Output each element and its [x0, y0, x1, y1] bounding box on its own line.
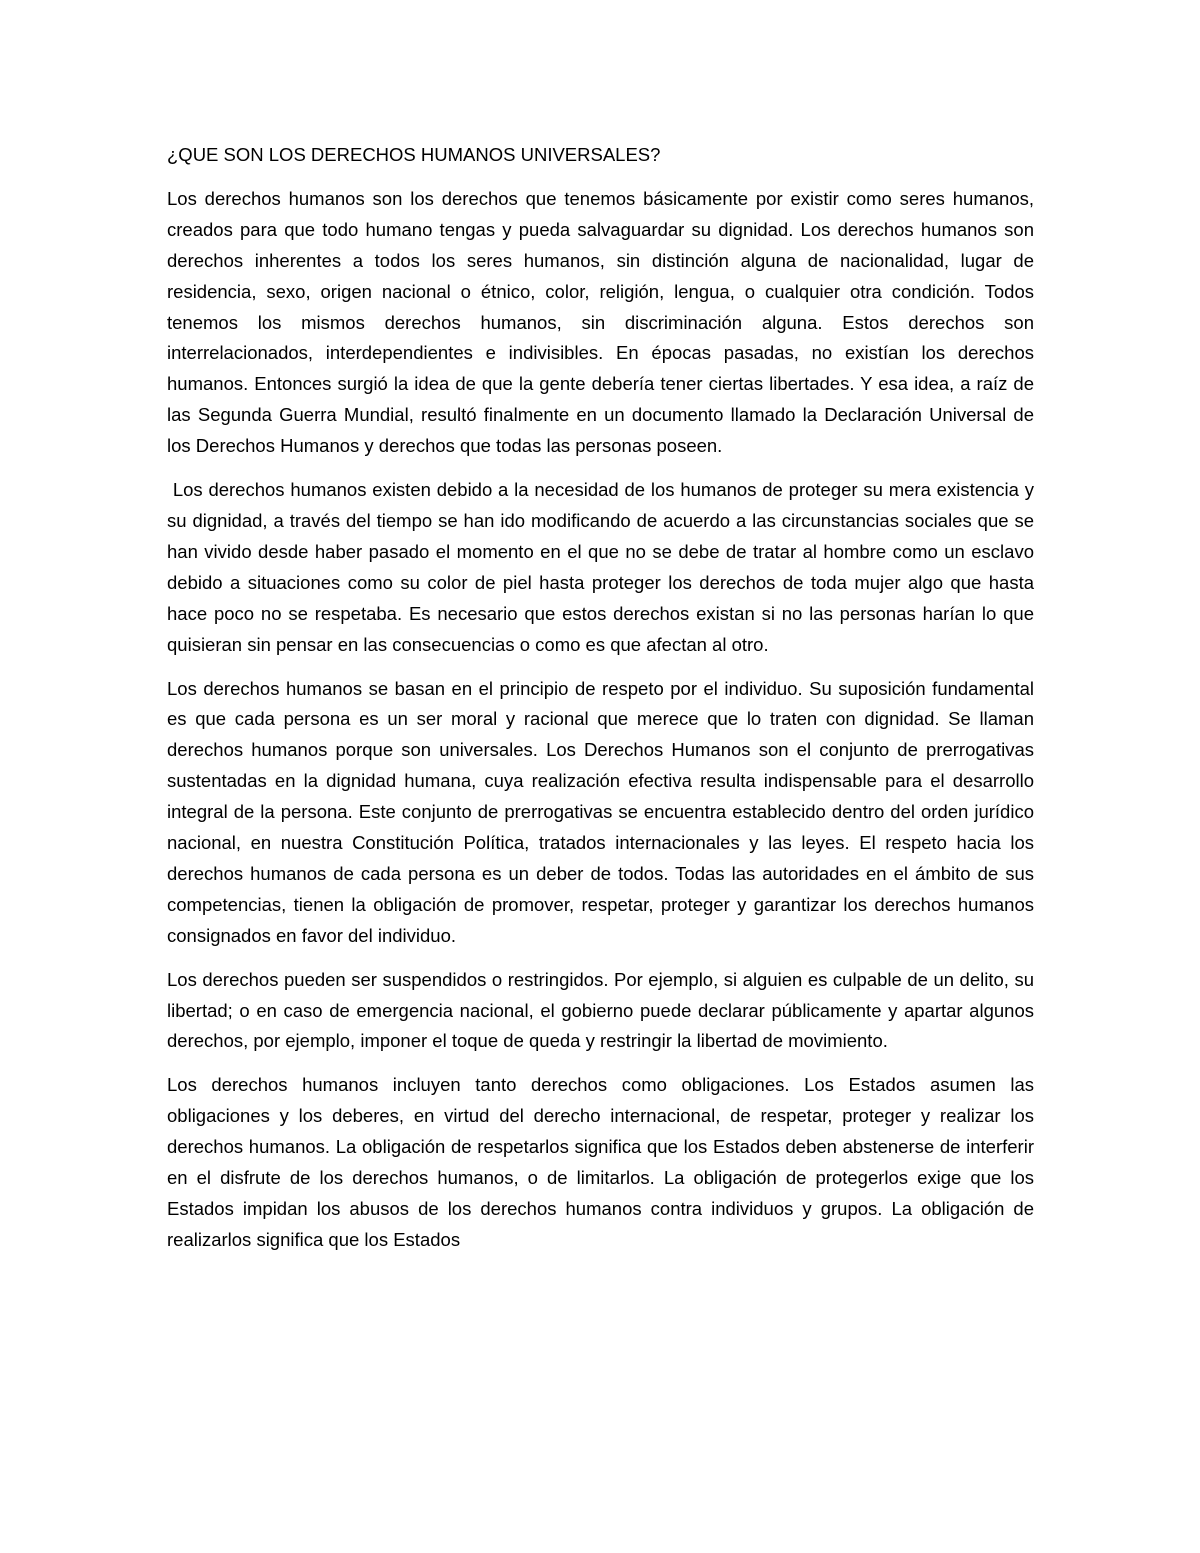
document-title: ¿QUE SON LOS DERECHOS HUMANOS UNIVERSALES? — [167, 144, 661, 165]
paragraph-4: Los derechos pueden ser suspendidos o restringidos. Por ejemplo, si alguien es culpable de un delito, su libertad; o en caso de emergencia nacional, el gobierno puede declarar públicamente y apartar algunos derechos, por ejemplo, imponer el toque de queda y restringir la libertad de movimiento. — [167, 968, 1034, 1052]
paragraph-2: Los derechos humanos existen debido a la necesidad de los humanos de proteger su mera existencia y su dignidad, a través del tiempo se han ido modificando de acuerdo a las circunstancias sociales que se han vivido desde haber pasado el momento en el que no se debe de tratar al hombre como un esclavo debido a situaciones como su color de piel hasta proteger los derechos de toda mujer algo que hasta hace poco no se respetaba. Es necesario que estos derechos existan si no las personas harían lo que quisieran sin pensar en las consecuencias o como es que afectan al otro. — [167, 479, 1040, 655]
paragraph-5: Los derechos humanos incluyen tanto derechos como obligaciones. Los Estados asumen las obligaciones y los deberes, en virtud del derecho internacional, de respetar, proteger y realizar los derechos humanos. La obligación de respetarlos significa que los Estados deben abstenerse de interferir en el disfrute de los derechos humanos, o de limitarlos. La obligación de protegerlos exige que los Estados impidan los abusos de los derechos humanos contra individuos y grupos. La obligación de realizarlos significa que los Estados — [167, 1074, 1034, 1250]
paragraph-3: Los derechos humanos se basan en el principio de respeto por el individuo. Su suposición fundamental es que cada persona es un ser moral y racional que merece que lo traten con dignidad. Se llaman derechos humanos porque son universales. Los Derechos Humanos son el conjunto de prerrogativas sustentadas en la dignidad humana, cuya realización efectiva resulta indispensable para el desarrollo integral de la persona. Este conjunto de prerrogativas se encuentra establecido dentro del orden jurídico nacional, en nuestra Constitución Política, tratados internacionales y las leyes. El respeto hacia los derechos humanos de cada persona es un deber de todos. Todas las autoridades en el ámbito de sus competencias, tienen la obligación de promover, respetar, proteger y garantizar los derechos humanos consignados en favor del individuo. — [167, 677, 1034, 946]
document-body — [167, 140, 1040, 1269]
paragraph-1: Los derechos humanos son los derechos que tenemos básicamente por existir como seres humanos, creados para que todo humano tengas y pueda salvaguardar su dignidad. Los derechos humanos son derechos inherentes a todos los seres humanos, sin distinción alguna de nacionalidad, lugar de residencia, sexo, origen nacional o étnico, color, religión, lengua, o cualquier otra condición. Todos tenemos los mismos derechos humanos, sin discriminación alguna. Estos derechos son interrelacionados, interdependientes e indivisibles. En épocas pasadas, no existían los derechos humanos. Entonces surgió la idea de que la gente debería tener ciertas libertades. Y esa idea, a raíz de las Segunda Guerra Mundial, resultó finalmente en un documento llamado la Declaración Universal de los Derechos Humanos y derechos que todas las personas poseen. — [167, 187, 1034, 457]
